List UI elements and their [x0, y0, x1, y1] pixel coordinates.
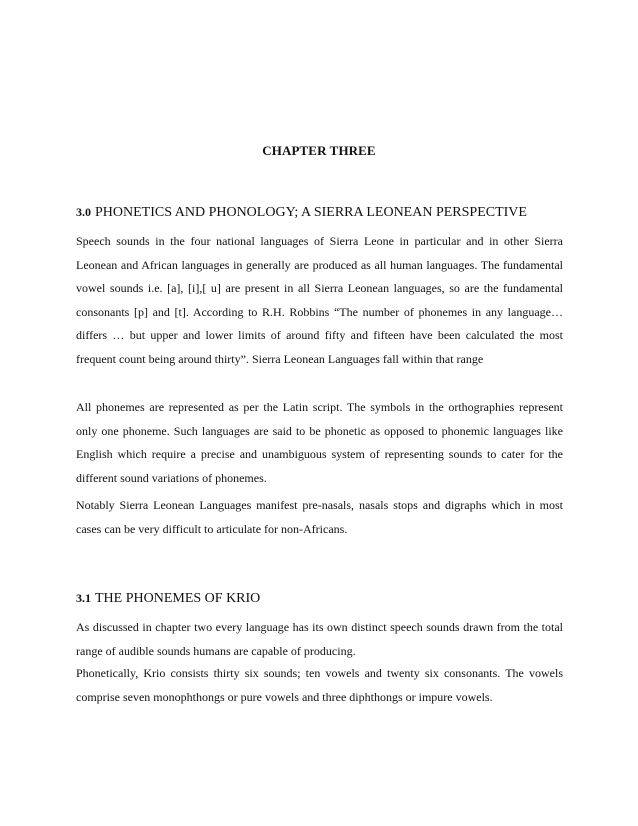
paragraph-phonemes-latin-script: All phonemes are represented as per the Latin script. The symbols in the orthographies represent only one phoneme. Such languages are said to be phonetic as opposed to phonemic languages like English which require a precise and unambiguous system of representing sounds to cater for the different sound variations of phonemes. [76, 400, 563, 485]
paragraph-pre-nasals: Notably Sierra Leonean Languages manifest pre-nasals, nasals stops and digraphs which in most cases can be very difficult to articulate for non-Africans. [76, 498, 563, 536]
section-title: THE PHONEMES OF KRIO [95, 591, 261, 606]
section-heading-3-1 [76, 591, 566, 607]
section-number: 3.1 [76, 591, 91, 605]
chapter-title: CHAPTER THREE [262, 143, 376, 158]
paragraph-krio-sounds: Phonetically, Krio consists thirty six sounds; ten vowels and twenty six consonants. The vowels comprise seven monophthongs or pure vowels and three diphthongs or impure vowels. [76, 666, 563, 704]
section-title: PHONETICS AND PHONOLOGY; A SIERRA LEONEAN PERSPECTIVE [95, 205, 527, 220]
section-heading-3-0 [76, 205, 566, 221]
paragraph-distinct-speech-sounds: As discussed in chapter two every language has its own distinct speech sounds drawn from the total range of audible sounds humans are capable of producing. [76, 620, 563, 658]
paragraph-speech-sounds: Speech sounds in the four national languages of Sierra Leone in particular and in other Sierra Leonean and African languages in generally are produced as all human languages. The fundamental vowel sounds i.e. [a], [i],[ u] are present in all Sierra Leonean languages, so are the fundamental consonants [p] and [t]. According to R.H. Robbins “The number of phonemes in any language… differs … but upper and lower limits of around fifty and fifteen have been calculated the most frequent count being around thirty”. Sierra Leonean Languages fall within that range [76, 234, 563, 366]
section-number: 3.0 [76, 205, 91, 219]
